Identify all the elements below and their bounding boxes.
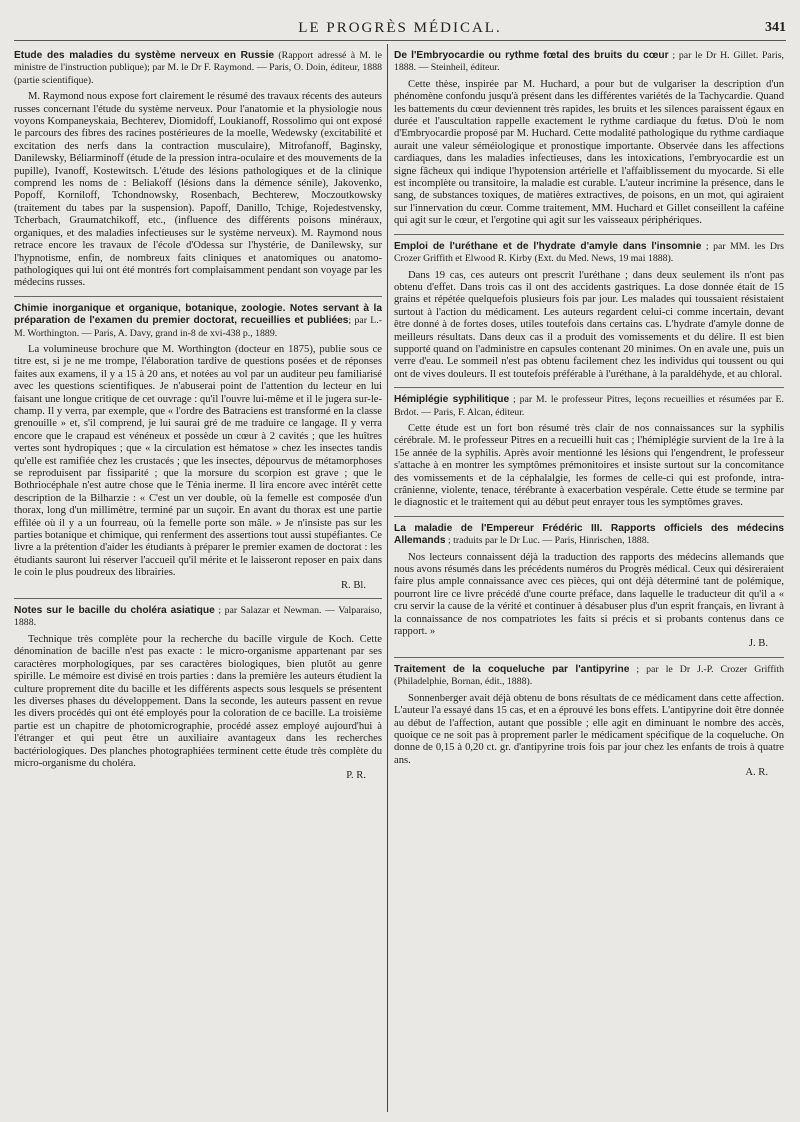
review-title: De l'Embryocardie ou rythme fœtal des bruits du cœur (394, 50, 669, 61)
review-heading (14, 303, 382, 340)
review-title: Étude des maladies du système nerveux en Russie (14, 50, 275, 61)
review-title: Notes sur le bacille du choléra asiatique (14, 605, 215, 617)
review-title: La maladie de l'Empereur Frédéric III. Rapports officiels des médecins Allemands (394, 522, 784, 547)
column-rule (387, 44, 388, 1112)
article-separator (14, 598, 382, 599)
review-reference: ; par le Dr J.-P. Crozer Griffith (Philadelphie, Bornan, édit., 1888). (394, 663, 784, 688)
article-separator (394, 657, 784, 658)
left-column (14, 50, 382, 1112)
article-separator (394, 387, 784, 388)
review-body: Cette étude est un fort bon résumé très clair de nos connaissances sur la syphilis cérébrale. M. le professeur Pitres en a recueilli huit cas ; l'hémiplégie survient de la 1re à la 15e année de la syphilis. Après avoir mentionné les lésions qui l'engendrent, le professeur s'attache à en montrer les symptômes prémonitoires et insiste surtout sur la concomitance des vomissements et de la céphalalgie, les formes de celle-ci qui est profonde, intra-crânienne, violente, tenace, térébrante à exacerbation vespérale. Cette étude se termine par le diagnostic et le traitement qui au début peut enrayer tous les symptômes graves. (394, 422, 784, 509)
header-rule (14, 40, 786, 41)
review-reference: ; par M. le professeur Pitres, leçons recueillies et résumées par E. Brdot. — Paris, F. Alcan, éditeur. (394, 394, 784, 418)
review-heading (394, 50, 784, 75)
review-title: Hémiplégie syphilitique (394, 394, 510, 406)
review-article (14, 50, 382, 290)
review-signature: P. R. (346, 770, 366, 782)
review-reference: ; traduits par le Dr Luc. — Paris, Hinrischen, 1888. (445, 535, 650, 547)
review-reference: ; par L.-M. Worthington. — Paris, A. Davy, grand in-8 de xvi-438 p., 1889. (14, 315, 382, 339)
review-article (394, 664, 784, 780)
review-heading (394, 664, 784, 689)
review-body: La volumineuse brochure que M. Worthington (docteur en 1875), publie sous ce titre est, si je ne me trompe, l'élaboration tardive de questions posées et de réponses faites aux examens, il y a 15 à 20 ans, et notées au vol par un auditeur peu familiarisé avec les questions scientifiques. Je n'abuserai point de l'attention du lecteur en lui faisant une longue critique de cet ouvrage : qu'il l'ouvre lui-même et il le jugera sur-le-champ. Il y verra, par exemple, que « l'ordre des Batraciens est transformé en la classe grenouille » et, s'il comprend, je lui saurai gré de me traduire ce langage. Il y verra encore que le crapaud est vénéneux et possède un cœur à 2 cavités ; que les huîtres vertes sont hydropiques ; que « la circulation est hématose » chez les insectes tandis qu'elle est ramifiée chez les crustacés ; que les insectes, dépourvus de métamorphoses se reproduisent par fissiparité ; que la morsure du scorpion est grave ; que le Bothriocéphale n'est autre chose que le Ténia inerme. Il lira encore avec intérêt cette description de la Bilharzie : « C'est un ver double, où la femelle est composée d'un thorax, long d'un millimètre, terminé par un suçoir. En avant du thorax est une partie effilée où il y a un fourreau, où la femelle porte son mâle. » Je n'insiste pas sur les parties botanique et chimique, qui renferment des assertions tout aussi stupéfiantes. Ce livre a la prétention d'aider les étudiants à préparer le premier examen de doctorat : les étudiants sauront lui réserver l'accueil qu'il mérite et le laisseront reposer en paix dans le coin le plus poudreux des librairies. (14, 343, 382, 579)
review-heading (14, 605, 382, 630)
review-article (394, 394, 784, 510)
review-heading (394, 523, 784, 548)
review-body: Technique très complète pour la recherche du bacille virgule de Koch. Cette dénomination de bacille n'est pas exacte : le micro-organisme appartenant par ses caractères morphologiques, par ses caractères biologiques, bien plutôt au genre spirille. Le mémoire est divisé en trois parties : dans la première les auteurs étudient la culture proprement dite du bacille et les différents aspects sous lesquels se présentent les diverses phases du développement. Dans la seconde, les auteurs passent en revue les divers procédés qui ont été employés pour la coloration de ce bacille. La troisième partie est un chapitre de photomicrographie, procédé assez employé aujourd'hui à l'étranger et qui peut être un auxiliaire avantageux dans les recherches bactériologiques. Des planches photographiées terminent cette étude très complète du micro-organisme du choléra. (14, 633, 382, 769)
review-body: Dans 19 cas, ces auteurs ont prescrit l'uréthane ; dans deux seulement ils n'ont pas obtenu d'effet. Dans trois cas il ont des accidents gastriques. La dose donnée était de 15 grains et répétée quelquefois plusieurs fois par jour. Les malades qui toussaient résistaient surtout à l'action du médicament. Les auteurs regardent celui-ci comme incertain, devant être donné à de fortes doses, utiles toutefois dans certains cas. L'hydrate d'amyle donne de meilleurs résultats. Dans deux cas il a produit des vomissements et du délire. Il est bien supporté quand on l'administre en capsules contenant 20 minimes. On en avale une, puis un verre d'eau. Le sommeil n'est pas obtenu facilement chez les individus qui toussent ou qui ont de vives douleurs. Il est toutefois préférable à l'uréthane, à la paraldéhyde, et au chloral. (394, 269, 784, 380)
review-reference: ; par le Dr H. Gillet. Paris, 1888. — Steinheil, éditeur. (394, 50, 784, 74)
review-title: Emploi de l'uréthane et de l'hydrate d'amyle dans l'insomnie (394, 240, 702, 252)
review-reference: ; par MM. les Drs Crozer Griffith et Elwood R. Kirby (Ext. du Med. News, 19 mai 1888). (394, 240, 784, 265)
article-separator (394, 516, 784, 517)
review-signature: R. Bl. (340, 579, 366, 591)
review-article (14, 605, 382, 783)
review-signature: J. B. (748, 638, 768, 650)
review-article (394, 241, 784, 381)
review-reference: (Rapport adressé à M. le ministre de l'instruction publique); par M. le Dr F. Raymond. — Paris, O. Doin, éditeur, 1888 (partie scientifique). (14, 50, 382, 86)
article-separator (394, 234, 784, 235)
running-title: LE PROGRÈS MÉDICAL. (298, 20, 502, 36)
running-head (0, 18, 800, 42)
right-column (394, 50, 784, 1112)
review-reference: ; par Salazar et Newman. — Valparaiso, 1888. (14, 605, 382, 629)
review-body: Cette thèse, inspirée par M. Huchard, a pour but de vulgariser la description d'un phénomène confondu jusqu'à présent dans les différentes variétés de la Tachycardie. Quand les battements du cœur deviennent très rapides, les bruits et les silences paraissent égaux en durée et l'auscultation rappelle exactement le rythme cardiaque du fœtus. D'où le nom d'Embryocardie proposé par M. Huchard. Cette modalité pathologique du rythme cardiaque aurait une valeur séméiologique et pronostique importante. Observée dans les affections cardiaques, dans les maladies infectieuses, dans les intoxications, l'embryocardie est un signe fâcheux qui indique l'hypotension artérielle et l'affaiblissement du myocarde. Si elle est incomplète ou transitoire, la maladie est curable. L'auteur incrimine la présence, dans le sang, de substances toxiques, de matières extractives, de poisons, en un mot, qui agiraient sur l'innervation du cœur. Comme traitement, MM. Huchard et Gillet conseillent la caféine qui agit sur le cœur, et l'ergotine qui agit sur les vaisseaux périphériques. (394, 78, 784, 227)
review-title: Traitement de la coqueluche par l'antipyrine (394, 663, 630, 675)
review-article (394, 523, 784, 651)
review-body: M. Raymond nous expose fort clairement le résumé des travaux récents des auteurs russes concernant l'étude du système nerveux. Pour l'anatomie et la physiologie nous voyons Kompaneyskaia, Bechterev, Diomidoff, Loukianoff, Rossolimo qui ont exposé le parcours des fibres des racines postérieures de la moelle, Wedewsky (excitabilité et excitation des nerfs dans la contraction musculaire), Mitrofanoff, Baginsky, Danilewsky, Béliarminoff (étude de la pression intra-oculaire et des mouvements de la pupille), Ivanoff, Kostewitsch. L'étude des lésions pathologiques et de la clinique comprend les noms de : Beliakoff (lésions dans la démence sénile), Jakovenko, Popoff, Korniloff, Tchondnowsky, Rosenbach, Bechterew, Moczoutkowsky (traitement du tabes par la suspension). Papoff, Danillo, Tchige, Rojedestvensky, Tcherbach, Graumatchikoff, etc., (influence des différents poisons minéraux, organiques, et des maladies infectieuses sur le système nerveux). M. Raymond nous retrace encore les travaux de l'école d'Odessa sur l'hystérie, de Danilewsky, sur l'hypnotisme, enfin, de nombreux faits cliniques et anatomiques ou anatomo-pathologiques qui lui ont été montrés fort complaisamment pendant son voyage par les médecins russes. (14, 91, 382, 289)
review-heading (394, 241, 784, 266)
review-heading (14, 50, 382, 87)
review-title: Chimie inorganique et organique, botanique, zoologie. Notes servant à la préparation de l'examen du premier doctorat, recueillies et publiées (14, 302, 382, 327)
review-body: Sonnenberger avait déjà obtenu de bons résultats de ce médicament dans cette affection. L'auteur l'a essayé dans 15 cas, et en a éprouvé les bons effets. L'antipyrine doit être donnée au début de l'affection, autant que possible ; elle agit en diminuant le nombre des accès, quoique ce ne soit pas à proprement parler le médicament spécifique de la coqueluche. On donne de 0,15 à 0,20 ct. gr. d'antipyrine trois fois par jour chez les enfants de trois à quatre ans. (394, 692, 784, 766)
review-heading (394, 394, 784, 419)
review-article (394, 50, 784, 228)
article-separator (14, 296, 382, 297)
review-body: Nos lecteurs connaissent déjà la traduction des rapports des médecins allemands que nous avons résumés dans les précédents numéros du Progrès médical. Ceux qui désireraient faire plus ample connaissance avec ces pièces, qui ont déjà déterminé tant de polémique, pourront lire ce livre précédé d'une courte préface, dans laquelle le traducteur dit qu'il a « cru servir la cause de la vérité et continuer à désabuser plus d'un esprit français, en livrant à la connaissance de nos compatriotes les faits si précis et si probants contenus dans ce rapport. » (394, 551, 784, 638)
page-number: 341 (765, 20, 786, 35)
review-signature: A. R. (745, 767, 768, 779)
review-article (14, 303, 382, 592)
